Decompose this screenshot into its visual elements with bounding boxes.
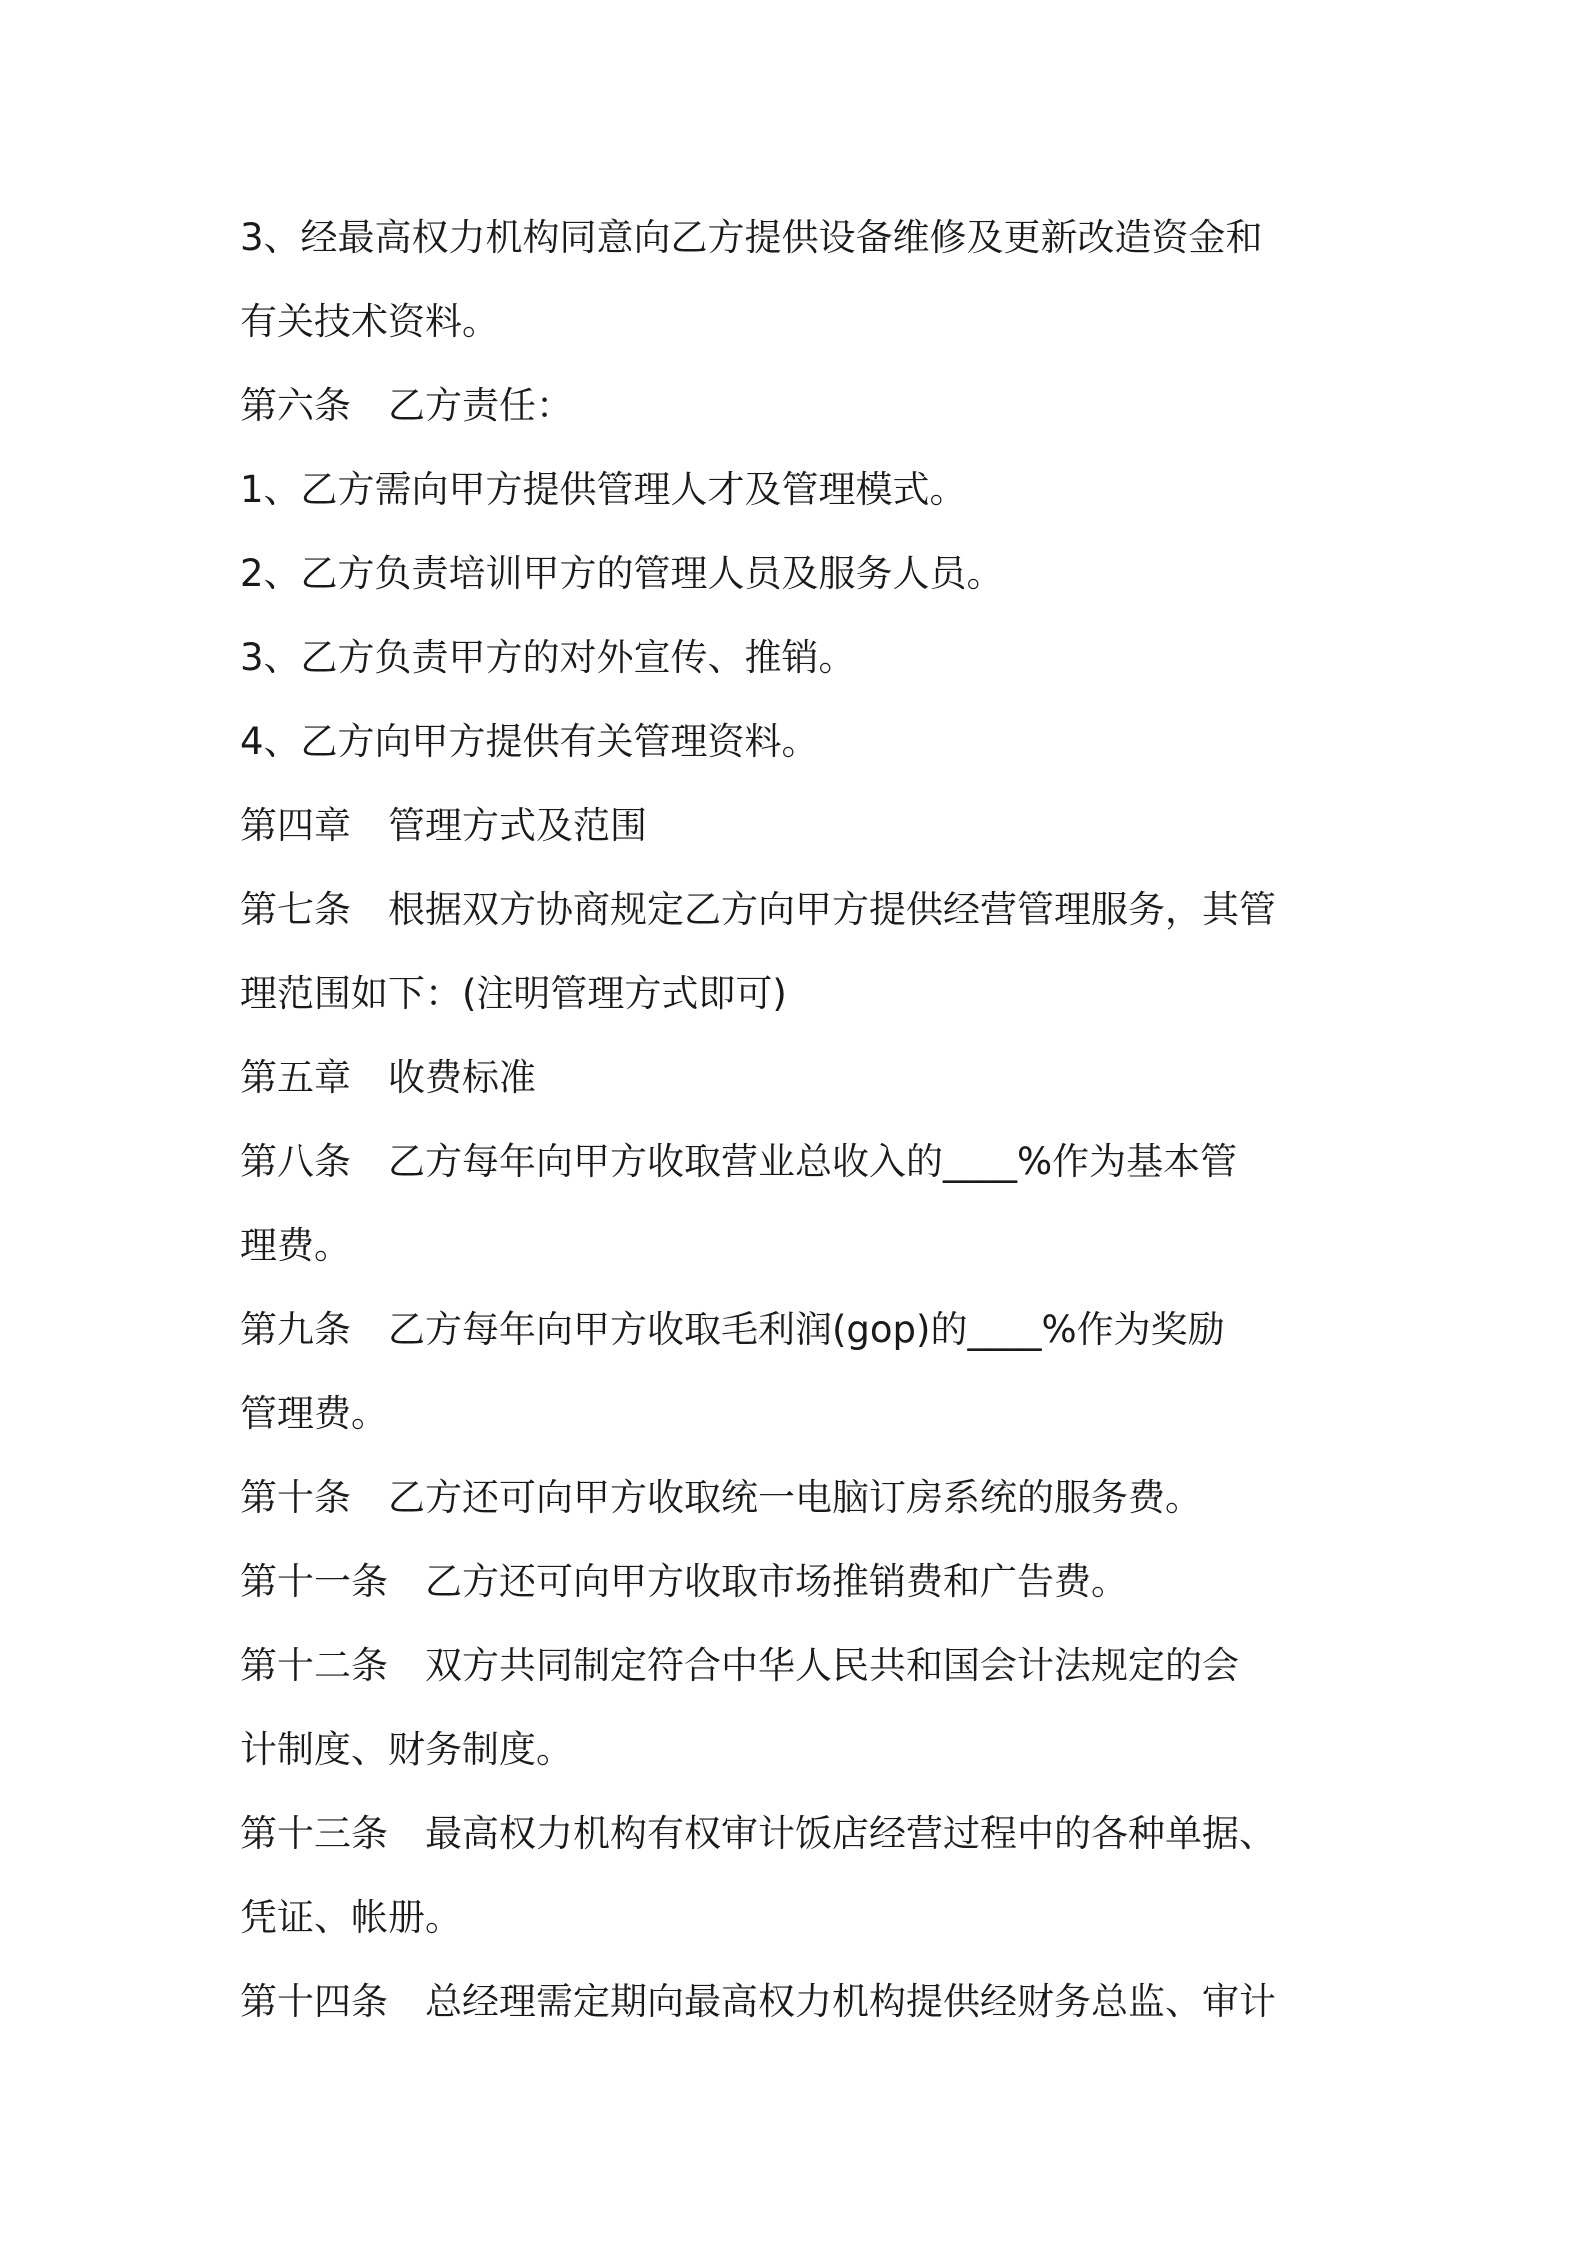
contract-text [240,196,1360,2044]
text-line-4: 1、乙方需向甲方提供管理人才及管理模式。 [240,468,967,511]
text-line-6: 3、乙方负责甲方的对外宣传、推销。 [240,636,856,679]
article-6-heading: 第六条 乙方责任： [240,384,573,427]
article-13-line-2: 凭证、帐册。 [240,1896,462,1939]
article-13-line-1: 第十三条 最高权力机构有权审计饭店经营过程中的各种单据、 [240,1812,1276,1855]
article-7-line-2: 理范围如下：(注明管理方式即可) [240,972,787,1015]
text-line-7: 4、乙方向甲方提供有关管理资料。 [240,720,819,763]
article-8-line-2: 理费。 [240,1224,351,1267]
text-line-1: 3、经最高权力机构同意向乙方提供设备维修及更新改造资金和 [240,216,1263,259]
article-9-line-1: 第九条 乙方每年向甲方收取毛利润(gop)的____%作为奖励 [240,1308,1225,1351]
article-7-line-1: 第七条 根据双方协商规定乙方向甲方提供经营管理服务，其管 [240,888,1276,931]
chapter-4-heading: 第四章 管理方式及范围 [240,804,647,847]
article-9-line-2: 管理费。 [240,1392,388,1435]
article-14-line-1: 第十四条 总经理需定期向最高权力机构提供经财务总监、审计 [240,1980,1276,2023]
article-11: 第十一条 乙方还可向甲方收取市场推销费和广告费。 [240,1560,1128,1603]
article-8-line-1: 第八条 乙方每年向甲方收取营业总收入的____%作为基本管 [240,1140,1238,1183]
article-12-line-2: 计制度、财务制度。 [240,1728,573,1771]
article-12-line-1: 第十二条 双方共同制定符合中华人民共和国会计法规定的会 [240,1644,1239,1687]
text-line-5: 2、乙方负责培训甲方的管理人员及服务人员。 [240,552,1004,595]
text-line-2: 有关技术资料。 [240,300,499,343]
chapter-5-heading: 第五章 收费标准 [240,1056,536,1099]
article-10: 第十条 乙方还可向甲方收取统一电脑订房系统的服务费。 [240,1476,1202,1519]
